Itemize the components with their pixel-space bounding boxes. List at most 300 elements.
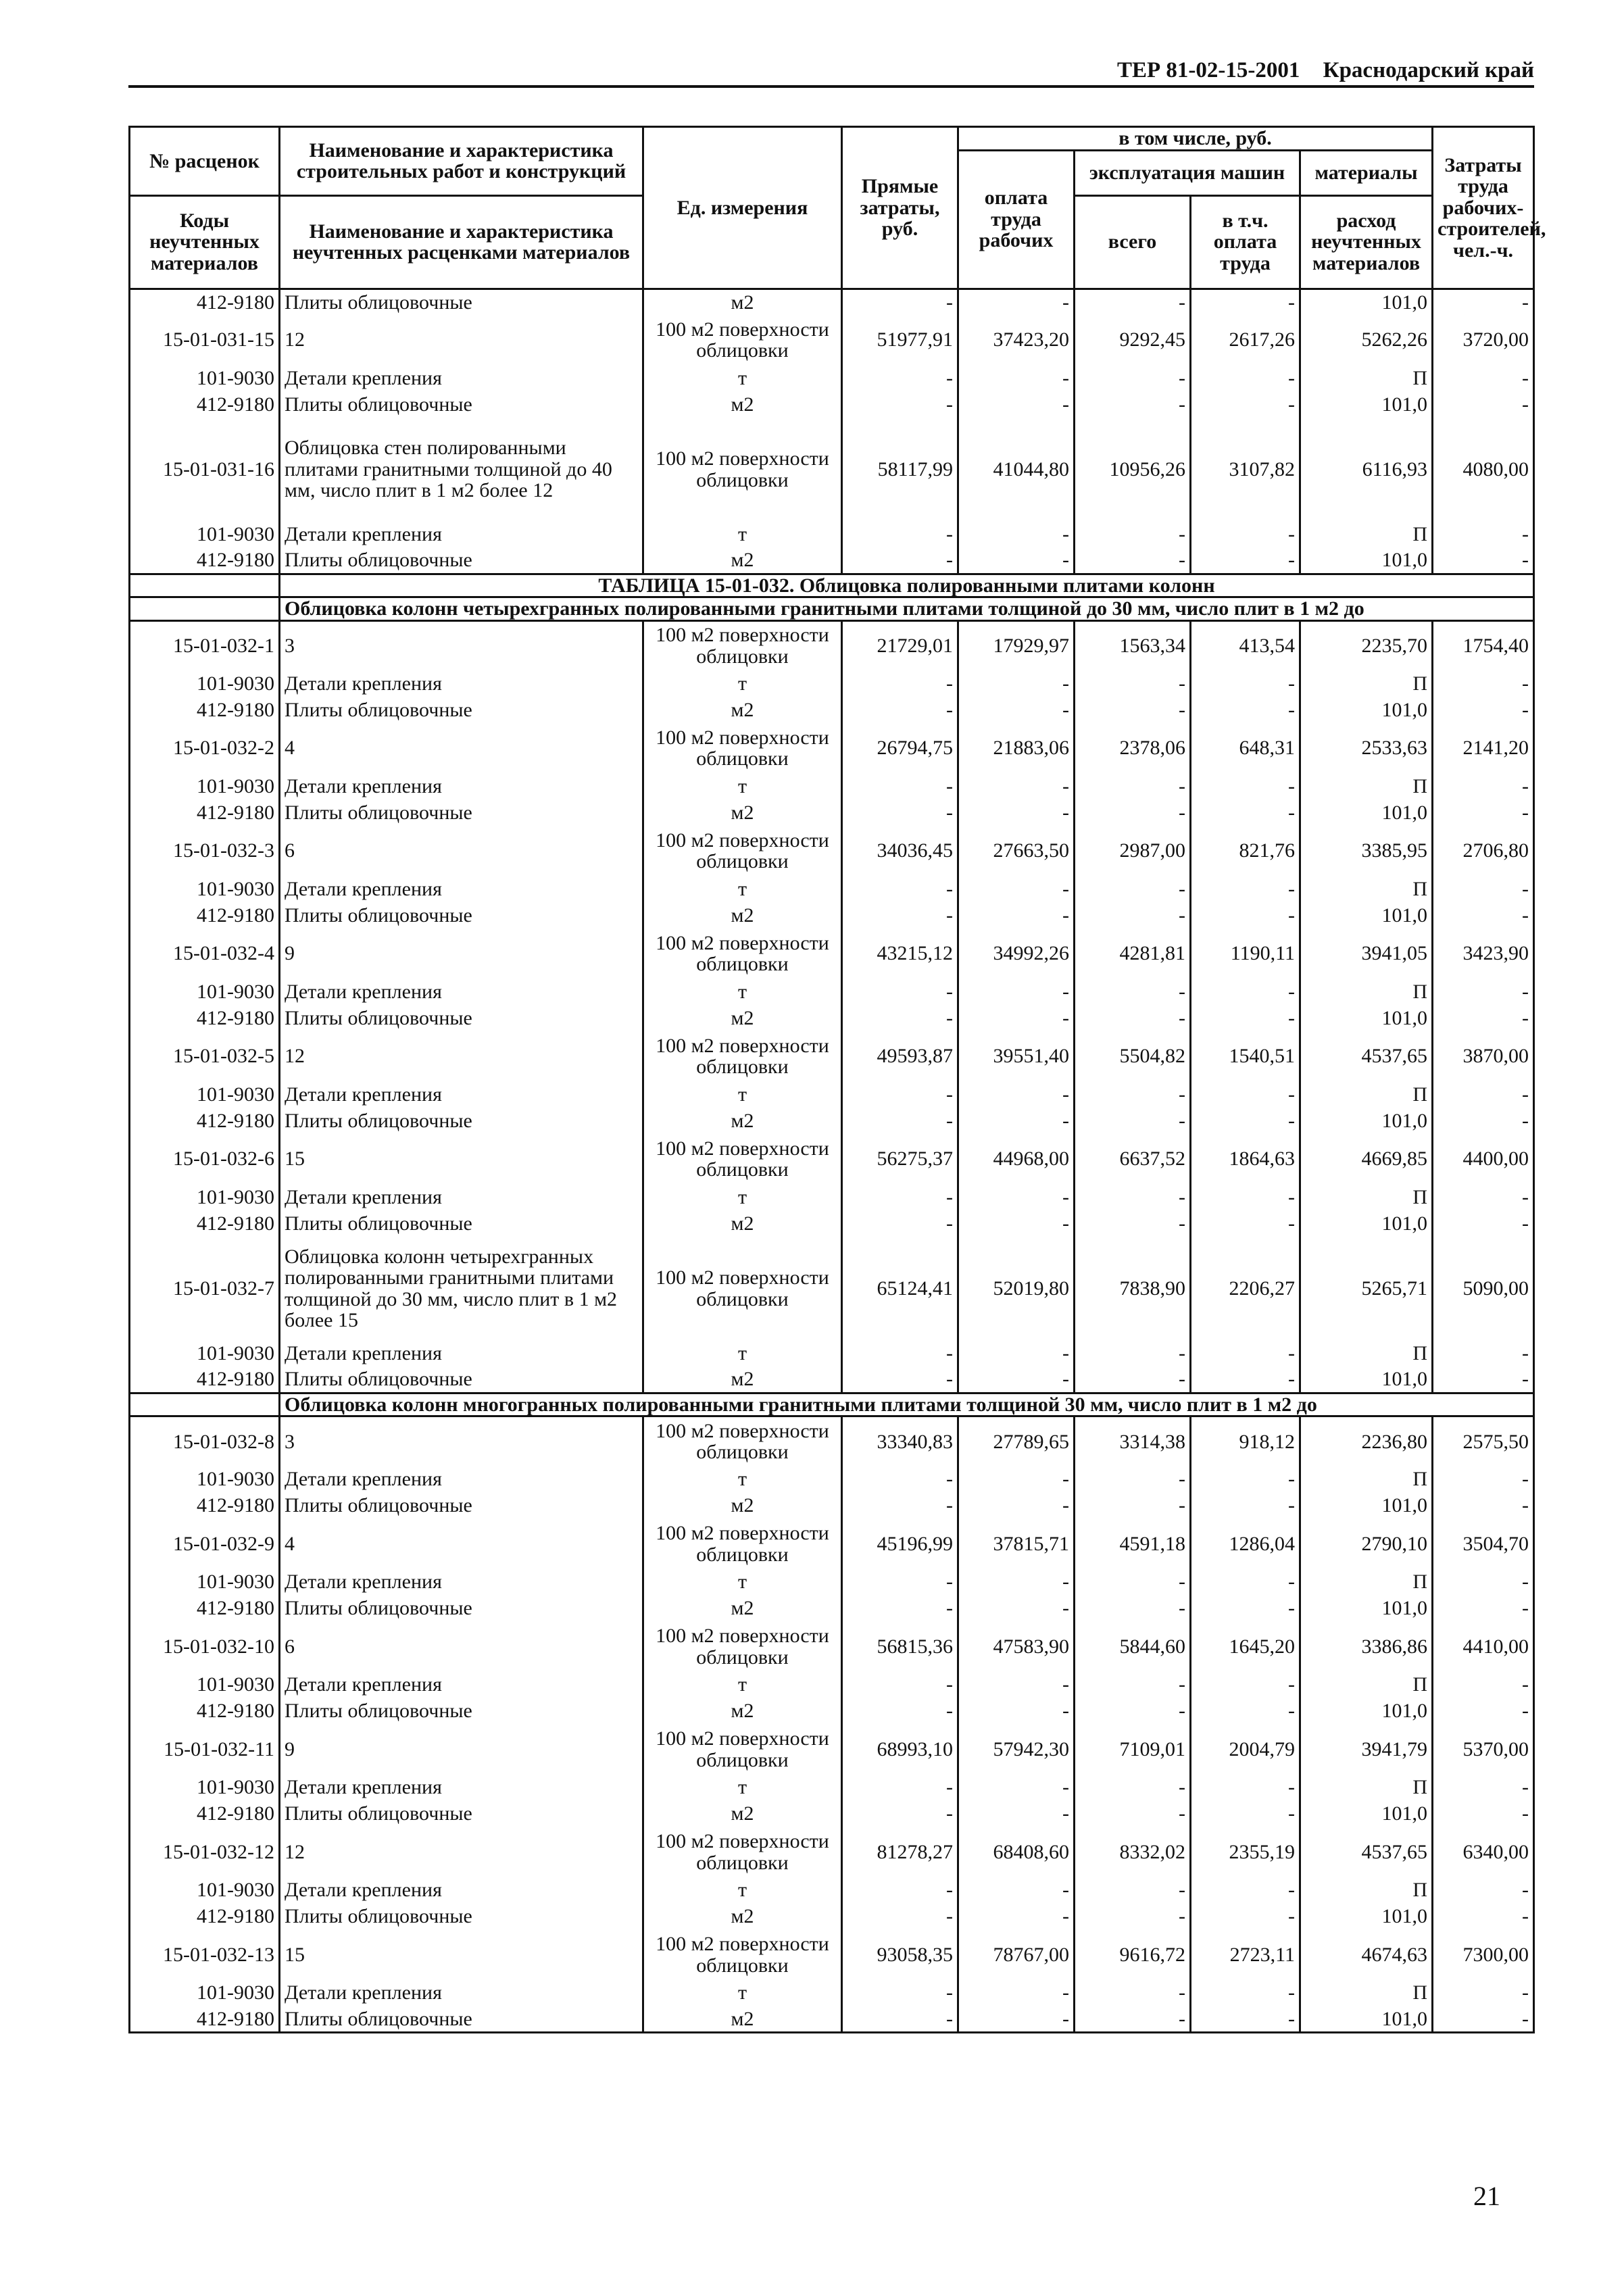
materials-cell: 101,0 — [1300, 1904, 1433, 1930]
wages-cell: - — [958, 979, 1075, 1005]
table-row — [130, 1134, 1534, 1184]
code-cell: 412-9180 — [130, 1904, 280, 1930]
materials-cell: 4674,63 — [1300, 1930, 1433, 1980]
labor-cell: 4410,00 — [1433, 1622, 1534, 1672]
labor-cell: - — [1433, 876, 1534, 902]
direct-costs-cell: - — [842, 1466, 958, 1493]
name-cell: Плиты облицовочные — [280, 1005, 643, 1031]
name-cell: Детали крепления — [280, 670, 643, 697]
wages-cell: - — [958, 1005, 1075, 1031]
unit-cell: т — [643, 1081, 842, 1108]
code-cell: 101-9030 — [130, 1672, 280, 1698]
code-cell: 412-9180 — [130, 547, 280, 574]
labor-cell: - — [1433, 1081, 1534, 1108]
code-cell: 15-01-032-12 — [130, 1827, 280, 1877]
table-row — [130, 365, 1534, 391]
machines-wages-cell: - — [1191, 1081, 1300, 1108]
banner-spacer — [130, 574, 280, 597]
machines-total-cell: 7838,90 — [1075, 1237, 1191, 1340]
name-cell: Плиты облицовочные — [280, 1698, 643, 1725]
materials-cell: П — [1300, 1340, 1433, 1366]
direct-costs-cell: - — [842, 876, 958, 902]
unit-cell: м2 — [643, 799, 842, 826]
name-cell: 3 — [280, 620, 643, 670]
code-cell: 101-9030 — [130, 365, 280, 391]
wages-cell: 52019,80 — [958, 1237, 1075, 1340]
labor-cell: - — [1433, 1801, 1534, 1827]
labor-cell: - — [1433, 1493, 1534, 1519]
name-cell: Детали крепления — [280, 773, 643, 799]
direct-costs-cell: 26794,75 — [842, 723, 958, 773]
machines-wages-cell: 1286,04 — [1191, 1519, 1300, 1569]
labor-cell: - — [1433, 2006, 1534, 2033]
machines-wages-cell: - — [1191, 1672, 1300, 1698]
machines-total-cell: - — [1075, 1801, 1191, 1827]
unit-cell: 100 м2 поверхности облицовки — [643, 1031, 842, 1081]
code-cell: 15-01-032-6 — [130, 1134, 280, 1184]
machines-wages-cell: 413,54 — [1191, 620, 1300, 670]
labor-cell: 2141,20 — [1433, 723, 1534, 773]
unit-cell: м2 — [643, 1801, 842, 1827]
header-wages: оплата труда рабочих — [958, 150, 1075, 289]
direct-costs-cell: - — [842, 1005, 958, 1031]
name-cell: 12 — [280, 315, 643, 365]
code-cell: 15-01-032-11 — [130, 1725, 280, 1775]
unit-cell: м2 — [643, 1596, 842, 1622]
unit-cell: 100 м2 поверхности облицовки — [643, 620, 842, 670]
machines-wages-cell: 918,12 — [1191, 1416, 1300, 1466]
wages-cell: 17929,97 — [958, 620, 1075, 670]
table-row — [130, 391, 1534, 418]
table-row — [130, 1827, 1534, 1877]
direct-costs-cell: 68993,10 — [842, 1725, 958, 1775]
name-cell: Детали крепления — [280, 1672, 643, 1698]
unit-cell: м2 — [643, 1210, 842, 1237]
direct-costs-cell: 21729,01 — [842, 620, 958, 670]
machines-wages-cell: - — [1191, 1698, 1300, 1725]
labor-cell: 5090,00 — [1433, 1237, 1534, 1340]
code-cell: 101-9030 — [130, 1775, 280, 1801]
header-labor: Затраты труда рабочих-строителей, чел.-ч. — [1433, 127, 1534, 289]
document-code: ТЕР 81-02-15-2001 — [1116, 58, 1300, 82]
machines-total-cell: 10956,26 — [1075, 418, 1191, 521]
materials-cell: 4669,85 — [1300, 1134, 1433, 1184]
materials-cell: 2235,70 — [1300, 620, 1433, 670]
materials-cell: П — [1300, 1184, 1433, 1210]
unit-cell: м2 — [643, 547, 842, 574]
direct-costs-cell: 65124,41 — [842, 1237, 958, 1340]
direct-costs-cell: - — [842, 979, 958, 1005]
machines-wages-cell: 2355,19 — [1191, 1827, 1300, 1877]
section-title: Облицовка колонн четырехгранных полированными гранитными плитами толщиной до 30 мм, число плит в 1 м2 до — [280, 597, 1534, 621]
code-cell: 412-9180 — [130, 289, 280, 315]
labor-cell: 6340,00 — [1433, 1827, 1534, 1877]
materials-cell: 101,0 — [1300, 1366, 1433, 1393]
materials-cell: 2790,10 — [1300, 1519, 1433, 1569]
wages-cell: 68408,60 — [958, 1827, 1075, 1877]
name-cell: Плиты облицовочные — [280, 2006, 643, 2033]
wages-cell: 21883,06 — [958, 723, 1075, 773]
unit-cell: м2 — [643, 902, 842, 929]
wages-cell: 47583,90 — [958, 1622, 1075, 1672]
labor-cell: 3423,90 — [1433, 929, 1534, 979]
machines-wages-cell: - — [1191, 1877, 1300, 1904]
materials-cell: П — [1300, 1672, 1433, 1698]
name-cell: Детали крепления — [280, 1980, 643, 2006]
table-row — [130, 1366, 1534, 1393]
labor-cell: - — [1433, 391, 1534, 418]
direct-costs-cell: - — [842, 1672, 958, 1698]
materials-cell: 101,0 — [1300, 1210, 1433, 1237]
labor-cell: - — [1433, 1877, 1534, 1904]
machines-total-cell: - — [1075, 521, 1191, 547]
code-cell: 412-9180 — [130, 1493, 280, 1519]
table-row — [130, 620, 1534, 670]
code-cell: 15-01-032-1 — [130, 620, 280, 670]
name-cell: 9 — [280, 1725, 643, 1775]
name-cell: Плиты облицовочные — [280, 1801, 643, 1827]
unit-cell: 100 м2 поверхности облицовки — [643, 1416, 842, 1466]
materials-cell: 101,0 — [1300, 1493, 1433, 1519]
materials-cell: 101,0 — [1300, 2006, 1433, 2033]
unit-cell: т — [643, 670, 842, 697]
banner-spacer — [130, 597, 280, 621]
code-cell: 101-9030 — [130, 670, 280, 697]
direct-costs-cell: - — [842, 670, 958, 697]
table-row — [130, 1393, 1534, 1416]
name-cell: 4 — [280, 723, 643, 773]
name-cell: Детали крепления — [280, 1184, 643, 1210]
machines-total-cell: - — [1075, 1904, 1191, 1930]
code-cell: 101-9030 — [130, 1466, 280, 1493]
wages-cell: - — [958, 1904, 1075, 1930]
machines-total-cell: - — [1075, 391, 1191, 418]
labor-cell: - — [1433, 289, 1534, 315]
table-row — [130, 1519, 1534, 1569]
code-cell: 101-9030 — [130, 773, 280, 799]
unit-cell: т — [643, 1340, 842, 1366]
code-cell: 15-01-032-8 — [130, 1416, 280, 1466]
machines-wages-cell: 2723,11 — [1191, 1930, 1300, 1980]
direct-costs-cell: - — [842, 1596, 958, 1622]
wages-cell: 37423,20 — [958, 315, 1075, 365]
name-cell: 15 — [280, 1930, 643, 1980]
table-row — [130, 1980, 1534, 2006]
machines-total-cell: - — [1075, 1108, 1191, 1134]
labor-cell: - — [1433, 1596, 1534, 1622]
wages-cell: 41044,80 — [958, 418, 1075, 521]
direct-costs-cell: - — [842, 521, 958, 547]
labor-cell: - — [1433, 1904, 1534, 1930]
name-cell: Плиты облицовочные — [280, 1596, 643, 1622]
materials-cell: 3941,05 — [1300, 929, 1433, 979]
header-machines: эксплуатация машин — [1075, 150, 1300, 195]
table-row — [130, 1108, 1534, 1134]
name-cell: Плиты облицовочные — [280, 1108, 643, 1134]
direct-costs-cell: - — [842, 697, 958, 723]
materials-cell: 3386,86 — [1300, 1622, 1433, 1672]
direct-costs-cell: - — [842, 773, 958, 799]
code-cell: 412-9180 — [130, 1596, 280, 1622]
wages-cell: - — [958, 391, 1075, 418]
machines-total-cell: - — [1075, 1877, 1191, 1904]
machines-total-cell: - — [1075, 876, 1191, 902]
direct-costs-cell: 58117,99 — [842, 418, 958, 521]
direct-costs-cell: - — [842, 1775, 958, 1801]
machines-wages-cell: - — [1191, 1569, 1300, 1596]
direct-costs-cell: - — [842, 1569, 958, 1596]
materials-cell: П — [1300, 979, 1433, 1005]
header-materials-unaccounted: расход неучтенных материалов — [1300, 195, 1433, 289]
code-cell: 15-01-032-5 — [130, 1031, 280, 1081]
code-cell: 412-9180 — [130, 1108, 280, 1134]
direct-costs-cell: - — [842, 799, 958, 826]
direct-costs-cell: 43215,12 — [842, 929, 958, 979]
materials-cell: П — [1300, 1569, 1433, 1596]
code-cell: 15-01-032-13 — [130, 1930, 280, 1980]
direct-costs-cell: - — [842, 1698, 958, 1725]
direct-costs-cell: 33340,83 — [842, 1416, 958, 1466]
materials-cell: П — [1300, 1081, 1433, 1108]
name-cell: Плиты облицовочные — [280, 1493, 643, 1519]
wages-cell: 39551,40 — [958, 1031, 1075, 1081]
machines-total-cell: 7109,01 — [1075, 1725, 1191, 1775]
name-cell: Плиты облицовочные — [280, 1366, 643, 1393]
wages-cell: - — [958, 1184, 1075, 1210]
machines-wages-cell: - — [1191, 391, 1300, 418]
code-cell: 15-01-032-4 — [130, 929, 280, 979]
direct-costs-cell: - — [842, 289, 958, 315]
header-rule — [128, 85, 1534, 88]
unit-cell: т — [643, 521, 842, 547]
wages-cell: - — [958, 2006, 1075, 2033]
unit-cell: 100 м2 поверхности облицовки — [643, 929, 842, 979]
machines-wages-cell: - — [1191, 521, 1300, 547]
machines-total-cell: 1563,34 — [1075, 620, 1191, 670]
materials-cell: 4537,65 — [1300, 1031, 1433, 1081]
wages-cell: - — [958, 876, 1075, 902]
labor-cell: 3720,00 — [1433, 315, 1534, 365]
materials-cell: 101,0 — [1300, 1698, 1433, 1725]
materials-cell: 101,0 — [1300, 697, 1433, 723]
name-cell: 15 — [280, 1134, 643, 1184]
unit-cell: т — [643, 876, 842, 902]
labor-cell: - — [1433, 1980, 1534, 2006]
table-header — [130, 127, 1546, 289]
name-cell: Плиты облицовочные — [280, 1904, 643, 1930]
direct-costs-cell: - — [842, 1877, 958, 1904]
table-row — [130, 547, 1534, 574]
labor-cell: - — [1433, 1698, 1534, 1725]
labor-cell: - — [1433, 902, 1534, 929]
direct-costs-cell: 56275,37 — [842, 1134, 958, 1184]
direct-costs-cell: - — [842, 1980, 958, 2006]
materials-cell: П — [1300, 521, 1433, 547]
materials-cell: 101,0 — [1300, 547, 1433, 574]
code-cell: 412-9180 — [130, 799, 280, 826]
code-cell: 101-9030 — [130, 1877, 280, 1904]
name-cell: Детали крепления — [280, 876, 643, 902]
table-row — [130, 799, 1534, 826]
code-cell: 412-9180 — [130, 902, 280, 929]
region-name: Краснодарский край — [1323, 58, 1534, 82]
machines-wages-cell: - — [1191, 1005, 1300, 1031]
labor-cell: 4400,00 — [1433, 1134, 1534, 1184]
machines-wages-cell: - — [1191, 902, 1300, 929]
table-row — [130, 929, 1534, 979]
wages-cell: - — [958, 1340, 1075, 1366]
header-material-name: Наименование и характеристика неучтенных расценками материалов — [280, 195, 643, 289]
wages-cell: - — [958, 670, 1075, 697]
unit-cell: т — [643, 365, 842, 391]
table-row — [130, 1416, 1534, 1466]
labor-cell: - — [1433, 1210, 1534, 1237]
machines-wages-cell: - — [1191, 773, 1300, 799]
labor-cell: - — [1433, 670, 1534, 697]
name-cell: Плиты облицовочные — [280, 697, 643, 723]
machines-wages-cell: - — [1191, 1108, 1300, 1134]
table-row — [130, 1775, 1534, 1801]
name-cell: 12 — [280, 1031, 643, 1081]
code-cell: 101-9030 — [130, 979, 280, 1005]
code-cell: 412-9180 — [130, 391, 280, 418]
header-machines-total: всего — [1075, 195, 1191, 289]
machines-total-cell: - — [1075, 1569, 1191, 1596]
direct-costs-cell: 81278,27 — [842, 1827, 958, 1877]
materials-cell: 2236,80 — [1300, 1416, 1433, 1466]
machines-wages-cell: - — [1191, 365, 1300, 391]
unit-cell: т — [643, 1980, 842, 2006]
direct-costs-cell: - — [842, 547, 958, 574]
materials-cell: 101,0 — [1300, 1596, 1433, 1622]
wages-cell: 57942,30 — [958, 1725, 1075, 1775]
machines-wages-cell: - — [1191, 1596, 1300, 1622]
materials-cell: П — [1300, 670, 1433, 697]
machines-wages-cell: - — [1191, 799, 1300, 826]
name-cell: Плиты облицовочные — [280, 391, 643, 418]
machines-total-cell: 8332,02 — [1075, 1827, 1191, 1877]
materials-cell: 5262,26 — [1300, 315, 1433, 365]
machines-total-cell: - — [1075, 1596, 1191, 1622]
wages-cell: - — [958, 1775, 1075, 1801]
direct-costs-cell: - — [842, 1801, 958, 1827]
wages-cell: - — [958, 1466, 1075, 1493]
labor-cell: - — [1433, 1184, 1534, 1210]
machines-total-cell: 4591,18 — [1075, 1519, 1191, 1569]
table-row — [130, 315, 1534, 365]
machines-total-cell: - — [1075, 289, 1191, 315]
name-cell: Детали крепления — [280, 979, 643, 1005]
table-row — [130, 1210, 1534, 1237]
machines-total-cell: 9616,72 — [1075, 1930, 1191, 1980]
machines-wages-cell: - — [1191, 1466, 1300, 1493]
machines-total-cell: - — [1075, 979, 1191, 1005]
table-row — [130, 574, 1534, 597]
unit-cell: м2 — [643, 697, 842, 723]
machines-wages-cell: 2617,26 — [1191, 315, 1300, 365]
machines-total-cell: - — [1075, 902, 1191, 929]
wages-cell: - — [958, 1672, 1075, 1698]
machines-total-cell: - — [1075, 1210, 1191, 1237]
labor-cell: - — [1433, 1005, 1534, 1031]
materials-cell: 101,0 — [1300, 391, 1433, 418]
machines-wages-cell: - — [1191, 289, 1300, 315]
unit-cell: 100 м2 поверхности облицовки — [643, 418, 842, 521]
materials-cell: П — [1300, 1980, 1433, 2006]
machines-total-cell: - — [1075, 1005, 1191, 1031]
code-cell: 15-01-032-7 — [130, 1237, 280, 1340]
wages-cell: - — [958, 1596, 1075, 1622]
header-machines-wages: в т.ч. оплата труда — [1191, 195, 1300, 289]
name-cell: 6 — [280, 1622, 643, 1672]
machines-total-cell: - — [1075, 1184, 1191, 1210]
name-cell: Плиты облицовочные — [280, 902, 643, 929]
machines-total-cell: 2378,06 — [1075, 723, 1191, 773]
labor-cell: - — [1433, 1366, 1534, 1393]
wages-cell: - — [958, 1877, 1075, 1904]
direct-costs-cell: - — [842, 1184, 958, 1210]
wages-cell: - — [958, 1980, 1075, 2006]
code-cell: 412-9180 — [130, 1366, 280, 1393]
name-cell: 9 — [280, 929, 643, 979]
machines-total-cell: - — [1075, 670, 1191, 697]
table-row — [130, 1184, 1534, 1210]
banner-spacer — [130, 1393, 280, 1416]
labor-cell: 5370,00 — [1433, 1725, 1534, 1775]
direct-costs-cell: - — [842, 1366, 958, 1393]
table-row — [130, 773, 1534, 799]
materials-cell: 101,0 — [1300, 799, 1433, 826]
machines-total-cell: 2987,00 — [1075, 826, 1191, 876]
unit-cell: 100 м2 поверхности облицовки — [643, 1622, 842, 1672]
unit-cell: т — [643, 1672, 842, 1698]
machines-total-cell: - — [1075, 1775, 1191, 1801]
unit-cell: м2 — [643, 1108, 842, 1134]
materials-cell: 6116,93 — [1300, 418, 1433, 521]
machines-wages-cell: - — [1191, 1340, 1300, 1366]
wages-cell: - — [958, 1081, 1075, 1108]
machines-wages-cell: - — [1191, 1980, 1300, 2006]
table-row — [130, 418, 1534, 521]
materials-cell: 4537,65 — [1300, 1827, 1433, 1877]
table-row — [130, 1340, 1534, 1366]
direct-costs-cell: - — [842, 1493, 958, 1519]
code-cell: 412-9180 — [130, 697, 280, 723]
materials-cell: 2533,63 — [1300, 723, 1433, 773]
labor-cell: - — [1433, 979, 1534, 1005]
unit-cell: м2 — [643, 1005, 842, 1031]
wages-cell: 27663,50 — [958, 826, 1075, 876]
table-row — [130, 1005, 1534, 1031]
name-cell: Детали крепления — [280, 1775, 643, 1801]
code-cell: 101-9030 — [130, 521, 280, 547]
code-cell: 15-01-032-3 — [130, 826, 280, 876]
direct-costs-cell: 56815,36 — [842, 1622, 958, 1672]
name-cell: Детали крепления — [280, 1466, 643, 1493]
table-row — [130, 723, 1534, 773]
direct-costs-cell: - — [842, 365, 958, 391]
header-including: в том числе, руб. — [958, 127, 1433, 151]
unit-cell: 100 м2 поверхности облицовки — [643, 1930, 842, 1980]
labor-cell: - — [1433, 799, 1534, 826]
labor-cell: 7300,00 — [1433, 1930, 1534, 1980]
machines-total-cell: - — [1075, 2006, 1191, 2033]
unit-cell: м2 — [643, 2006, 842, 2033]
machines-total-cell: - — [1075, 1340, 1191, 1366]
machines-wages-cell: 2206,27 — [1191, 1237, 1300, 1340]
table-row — [130, 1493, 1534, 1519]
unit-cell: м2 — [643, 289, 842, 315]
